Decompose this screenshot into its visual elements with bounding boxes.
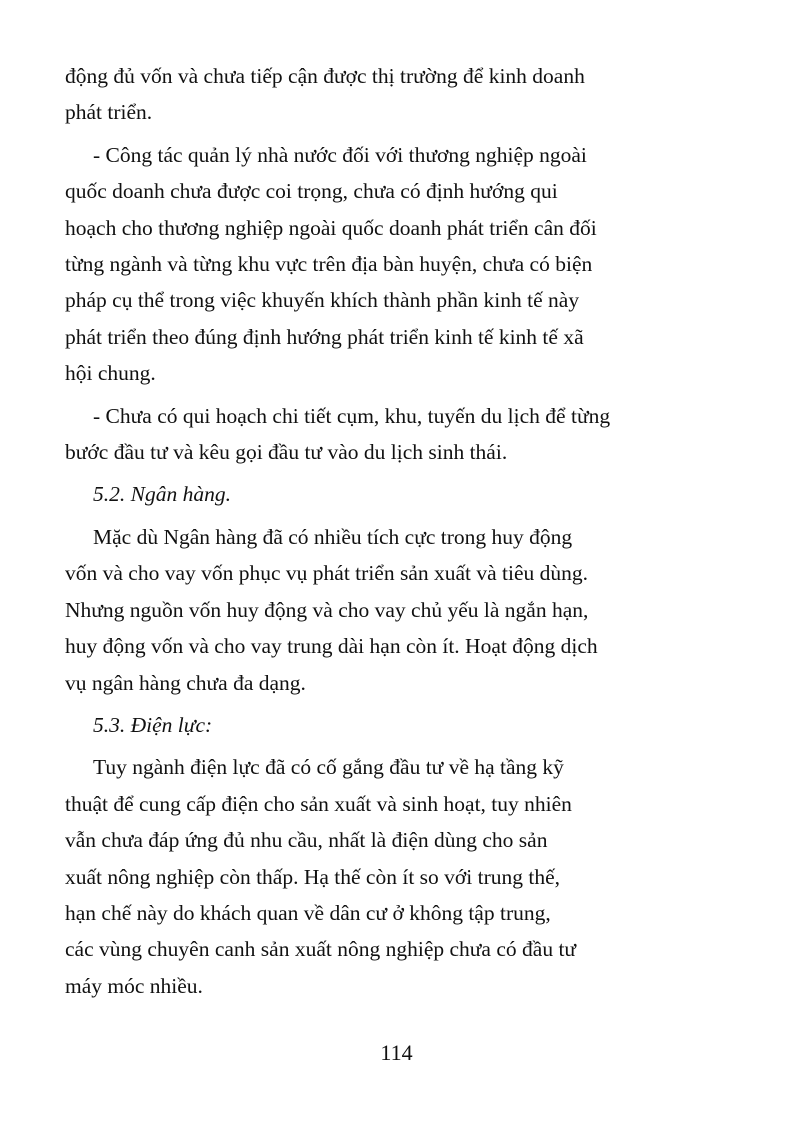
text-line: hạn chế này do khách quan về dân cư ở không tập trung, [65,900,551,925]
text-line: máy móc nhiều. [65,973,203,998]
paragraph-continuation [65,58,729,131]
text-line: hoạch cho thương nghiệp ngoài quốc doanh phát triển cân đối [65,215,597,240]
text-line: Tuy ngành điện lực đã có cố gắng đầu tư về hạ tầng kỹ [93,755,564,780]
text-line: quốc doanh chưa được coi trọng, chưa có định hướng qui [65,179,558,204]
text-line: - Công tác quản lý nhà nước đối với thương nghiệp ngoài [93,142,587,167]
paragraph-tourism-planning [65,398,729,471]
text-line: vẫn chưa đáp ứng đủ nhu cầu, nhất là điện dùng cho sản [65,828,548,853]
text-line: huy động vốn và cho vay trung dài hạn còn ít. Hoạt động dịch [65,634,598,659]
text-line: từng ngành và từng khu vực trên địa bàn huyện, chưa có biện [65,252,593,277]
paragraph-state-management [65,137,729,392]
section-heading-banking: 5.2. Ngân hàng. [93,482,231,507]
page-body [65,58,729,1010]
paragraph-banking [65,519,729,701]
text-line: các vùng chuyên canh sản xuất nông nghiệp chưa có đầu tư [65,937,577,962]
text-line: Nhưng nguồn vốn huy động và cho vay chủ yếu là ngắn hạn, [65,597,589,622]
text-line: thuật để cung cấp điện cho sản xuất và sinh hoạt, tuy nhiên [65,791,572,816]
text-line: bước đầu tư và kêu gọi đầu tư vào du lịch sinh thái. [65,440,508,465]
text-line: hội chung. [65,361,156,386]
text-line: - Chưa có qui hoạch chi tiết cụm, khu, tuyến du lịch để từng [93,403,611,428]
text-line: vụ ngân hàng chưa đa dạng. [65,670,306,695]
text-line: vốn và cho vay vốn phục vụ phát triển sản xuất và tiêu dùng. [65,561,589,586]
text-line: xuất nông nghiệp còn thấp. Hạ thế còn ít so với trung thế, [65,864,561,889]
paragraph-electricity [65,749,729,1004]
text-line: phát triển theo đúng định hướng phát triển kinh tế kinh tế xã [65,324,584,349]
page-number: 114 [380,1040,413,1065]
section-heading-electricity: 5.3. Điện lực: [93,712,213,737]
text-line: pháp cụ thể trong việc khuyến khích thành phần kinh tế này [65,288,580,313]
text-line: động đủ vốn và chưa tiếp cận được thị trường để kinh doanh [65,64,585,88]
text-line: Mặc dù Ngân hàng đã có nhiều tích cực trong huy động [93,524,573,549]
text-line: phát triển. [65,100,153,125]
